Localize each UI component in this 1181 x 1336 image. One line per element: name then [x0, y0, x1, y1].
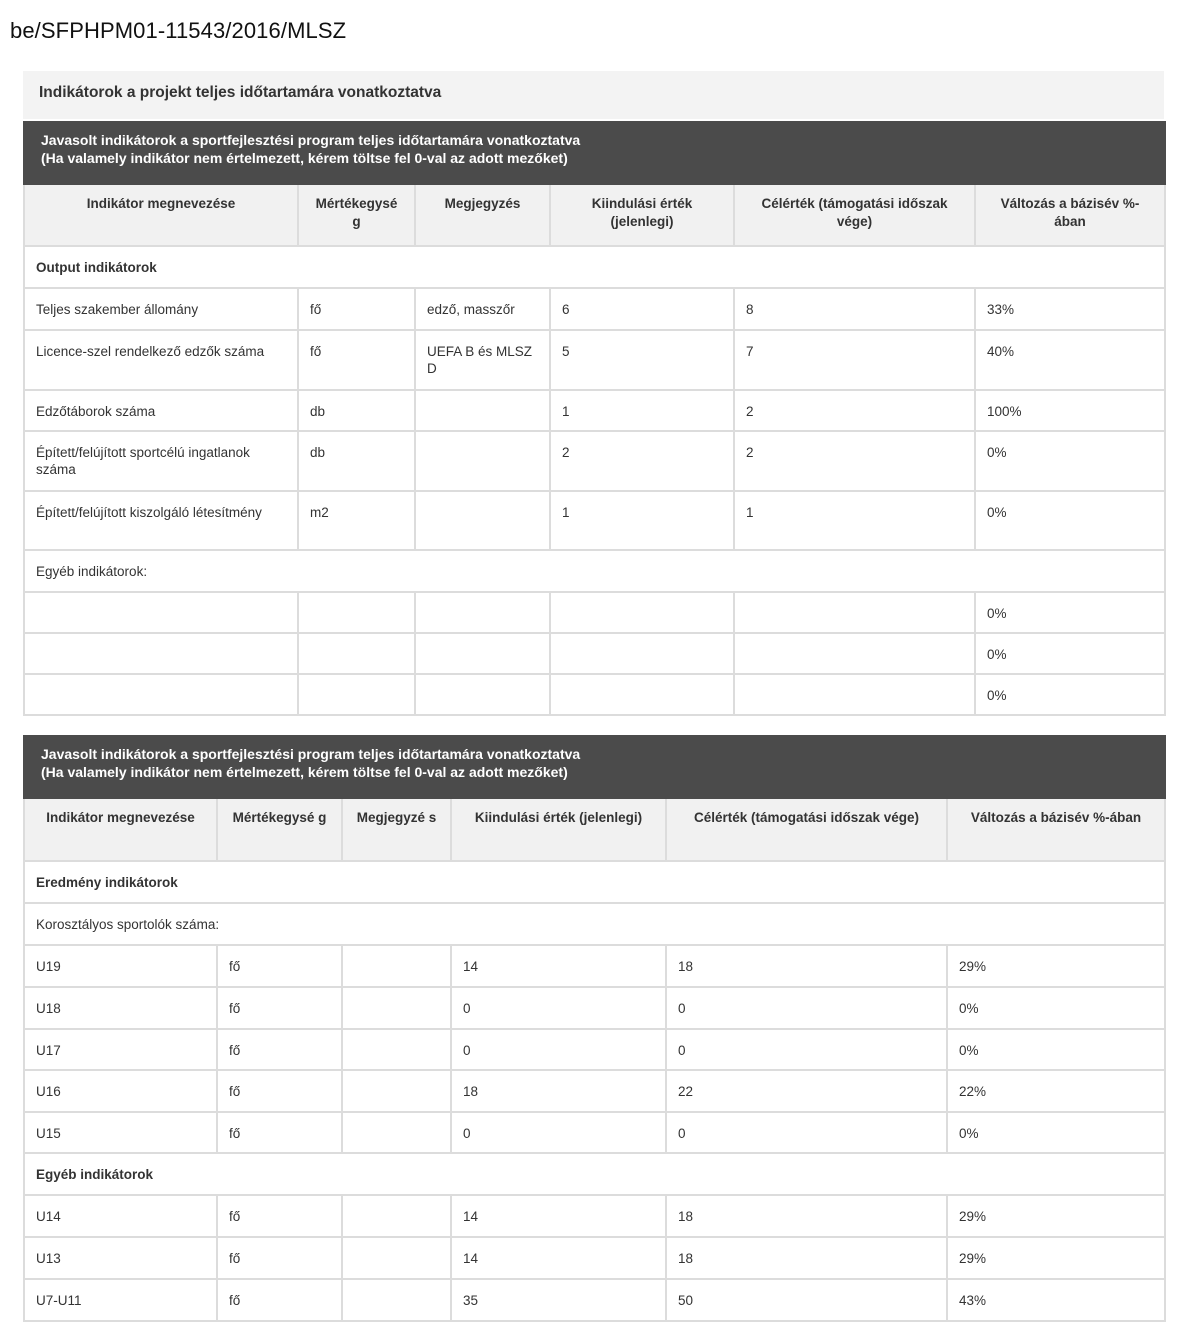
table2-body [24, 736, 1165, 1321]
cell-target: 0 [666, 1112, 947, 1153]
cell-target: 2 [734, 431, 975, 491]
cell-change: 0% [947, 1029, 1165, 1070]
document-id: be/SFPHPM01-11543/2016/MLSZ [10, 18, 347, 43]
cell-baseline: 0 [451, 1029, 666, 1070]
cell-note [342, 1237, 451, 1279]
cell-baseline: 6 [550, 288, 734, 330]
cell-target: 50 [666, 1279, 947, 1321]
table-row [24, 1237, 1165, 1279]
cell-baseline: 14 [451, 945, 666, 987]
section-row-other [24, 1153, 1165, 1195]
cell-unit [298, 674, 415, 715]
cell-unit: fő [298, 330, 415, 390]
cell-note [342, 1279, 451, 1321]
cell-name [24, 674, 298, 715]
cell-note [342, 987, 451, 1029]
cell-change: 22% [947, 1070, 1165, 1112]
cell-name: U16 [24, 1070, 217, 1112]
col-header-baseline: Kiindulási érték (jelenlegi) [550, 184, 734, 246]
col-header-unit: Mértékegysé g [217, 798, 342, 861]
cell-note: edző, masszőr [415, 288, 550, 330]
subsection-row-age-groups [24, 903, 1165, 945]
cell-unit: fő [217, 945, 342, 987]
col-header-change: Változás a bázisév %-ában [947, 798, 1165, 861]
result-indicators-table [23, 735, 1166, 1322]
cell-change: 29% [947, 945, 1165, 987]
table-row [24, 1029, 1165, 1070]
table2-header-row [24, 798, 1165, 861]
cell-change: 100% [975, 390, 1165, 431]
cell-note [415, 592, 550, 633]
table-row [24, 1195, 1165, 1237]
cell-unit: fő [217, 1195, 342, 1237]
cell-name: Épített/felújított sportcélú ingatlanok száma [24, 431, 298, 491]
cell-baseline: 5 [550, 330, 734, 390]
cell-target [734, 592, 975, 633]
cell-unit: fő [217, 1070, 342, 1112]
cell-target: 0 [666, 1029, 947, 1070]
cell-target [734, 674, 975, 715]
cell-note [342, 1195, 451, 1237]
col-header-change: Változás a bázisév %-ában [975, 184, 1165, 246]
cell-name [24, 592, 298, 633]
cell-baseline: 14 [451, 1237, 666, 1279]
cell-target: 18 [666, 1195, 947, 1237]
cell-baseline: 14 [451, 1195, 666, 1237]
col-header-baseline: Kiindulási érték (jelenlegi) [451, 798, 666, 861]
cell-baseline: 1 [550, 491, 734, 550]
cell-target: 7 [734, 330, 975, 390]
cell-change: 0% [947, 987, 1165, 1029]
cell-baseline [550, 592, 734, 633]
table1-title-line1: Javasolt indikátorok a sportfejlesztési program teljes időtartamára vonatkoztatva [41, 132, 581, 148]
cell-change: 43% [947, 1279, 1165, 1321]
cell-name [24, 633, 298, 674]
table-row [24, 491, 1165, 550]
cell-change: 40% [975, 330, 1165, 390]
table-row [24, 1112, 1165, 1153]
section-label: Egyéb indikátorok: [24, 550, 1165, 592]
col-header-target: Célérték (támogatási időszak vége) [666, 798, 947, 861]
cell-name: U14 [24, 1195, 217, 1237]
section-row-other [24, 550, 1165, 592]
cell-name: Edzőtáborok száma [24, 390, 298, 431]
cell-unit: fő [217, 1112, 342, 1153]
cell-baseline: 18 [451, 1070, 666, 1112]
section-label: Eredmény indikátorok [24, 861, 1165, 903]
cell-baseline: 0 [451, 987, 666, 1029]
table2-title-line2: (Ha valamely indikátor nem értelmezett, kérem töltse fel 0-val az adott mezőket) [41, 764, 568, 780]
cell-target: 8 [734, 288, 975, 330]
col-header-name: Indikátor megnevezése [24, 798, 217, 861]
cell-note [342, 1070, 451, 1112]
table-row [24, 674, 1165, 715]
cell-unit [298, 633, 415, 674]
table-row [24, 592, 1165, 633]
cell-name: Teljes szakember állomány [24, 288, 298, 330]
section-row-output [24, 246, 1165, 288]
cell-change: 0% [975, 592, 1165, 633]
cell-note [415, 390, 550, 431]
cell-baseline: 0 [451, 1112, 666, 1153]
table-row [24, 288, 1165, 330]
section-row-result [24, 861, 1165, 903]
cell-unit [298, 592, 415, 633]
cell-unit: db [298, 431, 415, 491]
table-row [24, 431, 1165, 491]
section-label: Egyéb indikátorok [24, 1153, 1165, 1195]
cell-unit: fő [217, 1029, 342, 1070]
table1-header-row [24, 184, 1165, 246]
cell-change: 0% [975, 633, 1165, 674]
table-row [24, 390, 1165, 431]
cell-baseline [550, 674, 734, 715]
cell-unit: fő [217, 1237, 342, 1279]
table1-title-row [24, 122, 1165, 184]
table1-title [24, 122, 1165, 184]
cell-baseline: 2 [550, 431, 734, 491]
col-header-unit: Mértékegysé g [298, 184, 415, 246]
cell-name: U15 [24, 1112, 217, 1153]
cell-target: 2 [734, 390, 975, 431]
cell-name: U17 [24, 1029, 217, 1070]
cell-target [734, 633, 975, 674]
table1-title-line2: (Ha valamely indikátor nem értelmezett, kérem töltse fel 0-val az adott mezőket) [41, 150, 568, 166]
cell-name: U7-U11 [24, 1279, 217, 1321]
table2-title-row [24, 736, 1165, 798]
table1-body [24, 122, 1165, 715]
table2-title-line1: Javasolt indikátorok a sportfejlesztési program teljes időtartamára vonatkoztatva [41, 746, 581, 762]
cell-name: Licence-szel rendelkező edzők száma [24, 330, 298, 390]
cell-unit: m2 [298, 491, 415, 550]
cell-change: 0% [975, 431, 1165, 491]
cell-change: 33% [975, 288, 1165, 330]
cell-unit: fő [217, 987, 342, 1029]
output-indicators-table [23, 121, 1166, 716]
table-row [24, 1070, 1165, 1112]
table-row [24, 330, 1165, 390]
cell-note: UEFA B és MLSZ D [415, 330, 550, 390]
cell-note [342, 945, 451, 987]
cell-name: U19 [24, 945, 217, 987]
cell-change: 0% [975, 491, 1165, 550]
table-row [24, 987, 1165, 1029]
cell-unit: db [298, 390, 415, 431]
cell-note [342, 1029, 451, 1070]
subsection-label: Korosztályos sportolók száma: [24, 903, 1165, 945]
cell-target: 0 [666, 987, 947, 1029]
col-header-note: Megjegyzé s [342, 798, 451, 861]
cell-change: 0% [947, 1112, 1165, 1153]
cell-target: 18 [666, 945, 947, 987]
table-row [24, 633, 1165, 674]
cell-note [415, 674, 550, 715]
cell-change: 29% [947, 1195, 1165, 1237]
col-header-target: Célérték (támogatási időszak vége) [734, 184, 975, 246]
table2-title [24, 736, 1165, 798]
cell-note [415, 431, 550, 491]
cell-note [342, 1112, 451, 1153]
cell-name: U18 [24, 987, 217, 1029]
section-heading: Indikátorok a projekt teljes időtartamára vonatkoztatva [23, 71, 1164, 119]
cell-note [415, 633, 550, 674]
cell-note [415, 491, 550, 550]
cell-target: 18 [666, 1237, 947, 1279]
cell-unit: fő [298, 288, 415, 330]
cell-baseline: 1 [550, 390, 734, 431]
section-label: Output indikátorok [24, 246, 1165, 288]
cell-change: 0% [975, 674, 1165, 715]
cell-change: 29% [947, 1237, 1165, 1279]
col-header-note: Megjegyzés [415, 184, 550, 246]
col-header-name: Indikátor megnevezése [24, 184, 298, 246]
table-row [24, 945, 1165, 987]
cell-name: Épített/felújított kiszolgáló létesítmény [24, 491, 298, 550]
table-row [24, 1279, 1165, 1321]
cell-target: 22 [666, 1070, 947, 1112]
cell-baseline [550, 633, 734, 674]
cell-baseline: 35 [451, 1279, 666, 1321]
cell-unit: fő [217, 1279, 342, 1321]
cell-name: U13 [24, 1237, 217, 1279]
cell-target: 1 [734, 491, 975, 550]
